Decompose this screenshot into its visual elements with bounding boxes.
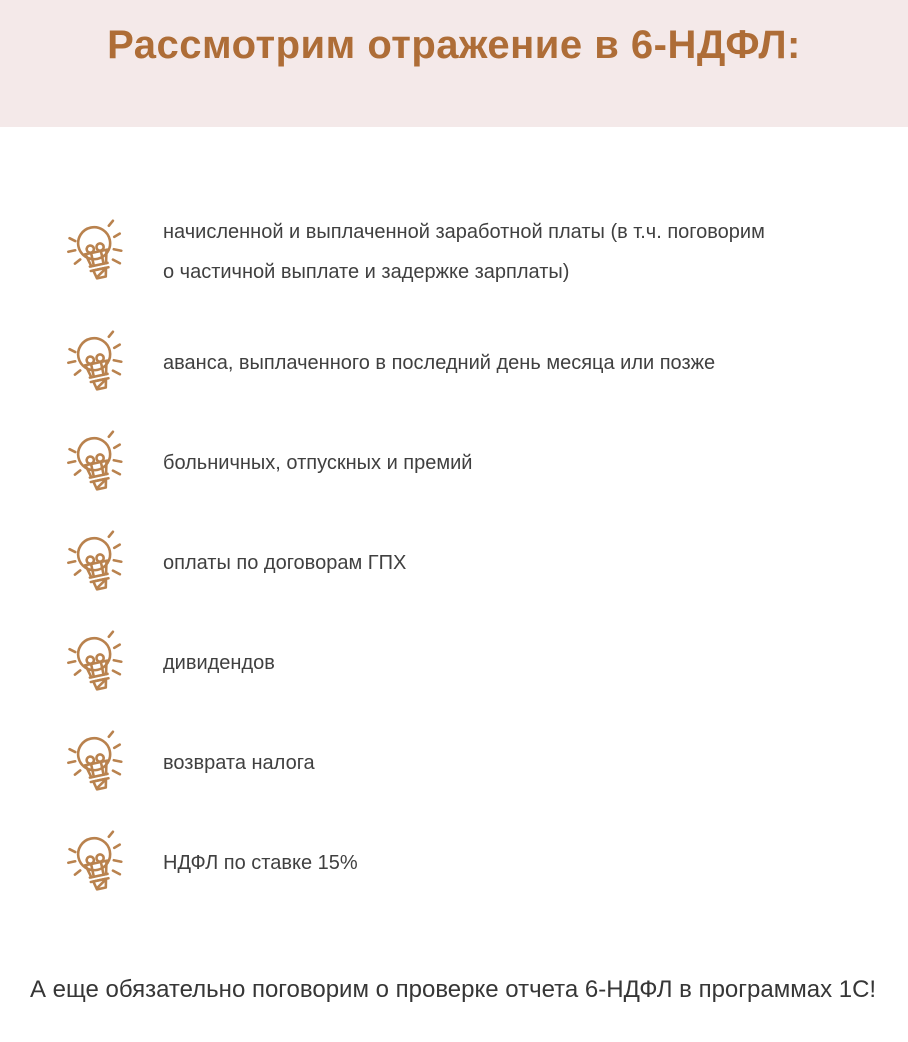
list-item — [68, 413, 908, 513]
header-banner — [0, 0, 908, 127]
list-item-text: дивидендов — [163, 652, 275, 674]
lightbulb-icon — [68, 829, 124, 897]
lightbulb-icon — [68, 429, 124, 497]
list-item-text: аванса, выплаченного в последний день месяца или позже — [163, 352, 716, 374]
footer-note: А еще обязательно поговорим о проверке отчета 6-НДФЛ в программах 1С! — [30, 976, 877, 1003]
list-item-text: НДФЛ по ставке 15% — [163, 852, 358, 874]
list-item — [68, 613, 908, 713]
list-item — [68, 513, 908, 613]
lightbulb-icon — [68, 629, 124, 697]
lightbulb-icon — [68, 329, 124, 397]
page-title: Рассмотрим отражение в 6-НДФЛ: — [107, 23, 801, 67]
list-item-text: больничных, отпускных и премий — [163, 452, 473, 474]
lightbulb-icon — [68, 218, 124, 286]
list-item-text: оплаты по договорам ГПХ — [163, 552, 407, 574]
topics-list — [0, 127, 908, 913]
list-item-text: возврата налога — [163, 752, 315, 774]
lightbulb-icon — [68, 529, 124, 597]
list-item — [68, 713, 908, 813]
lightbulb-icon — [68, 729, 124, 797]
list-item — [68, 313, 908, 413]
list-item-text: начисленной и выплаченной заработной платы (в т.ч. поговорим о частичной выплате и задержке зарплаты) — [163, 221, 765, 283]
list-item — [68, 191, 908, 313]
list-item — [68, 813, 908, 913]
